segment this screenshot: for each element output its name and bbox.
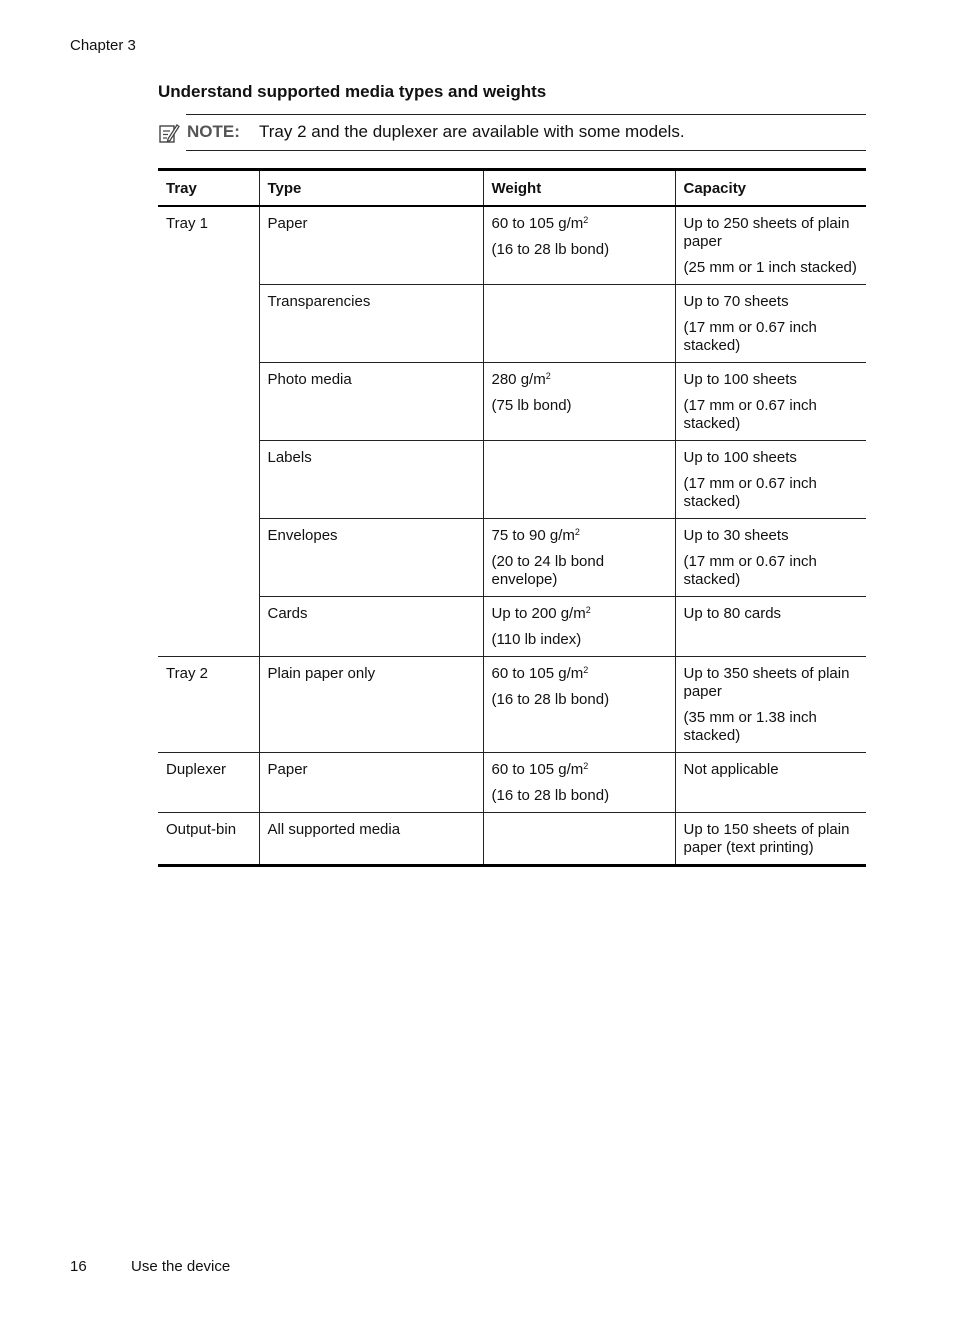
weight-superscript: 2 xyxy=(583,215,589,225)
note-rule-bottom xyxy=(186,150,866,151)
capacity-note: (17 mm or 0.67 inch stacked) xyxy=(683,553,817,588)
capacity-cell xyxy=(675,813,866,866)
table-row xyxy=(158,285,866,363)
weight-value: 75 to 90 g/m xyxy=(491,527,575,544)
media-table xyxy=(158,168,866,867)
capacity-note: (35 mm or 1.38 inch stacked) xyxy=(683,709,817,744)
capacity-cell xyxy=(675,206,866,285)
type-cell: Paper xyxy=(259,206,483,285)
table-row xyxy=(158,519,866,597)
capacity-cell xyxy=(675,363,866,441)
capacity-value: Up to 350 sheets of plain paper xyxy=(683,665,850,700)
table-row xyxy=(158,813,866,866)
capacity-cell xyxy=(675,657,866,753)
weight-note: (16 to 28 lb bond) xyxy=(491,691,610,708)
weight-cell xyxy=(483,441,675,519)
weight-cell xyxy=(483,657,675,753)
capacity-cell xyxy=(675,597,866,657)
table-row xyxy=(158,206,866,285)
weight-cell xyxy=(483,813,675,866)
capacity-value: Up to 150 sheets of plain paper (text printing) xyxy=(683,821,850,856)
weight-cell xyxy=(483,206,675,285)
weight-note: (110 lb index) xyxy=(491,631,582,648)
weight-cell xyxy=(483,597,675,657)
header-weight: Weight xyxy=(483,170,675,207)
capacity-note: (17 mm or 0.67 inch stacked) xyxy=(683,475,817,510)
capacity-cell xyxy=(675,285,866,363)
type-cell: Transparencies xyxy=(259,285,483,363)
note-rule-top xyxy=(186,114,866,115)
capacity-value: Up to 250 sheets of plain paper xyxy=(683,215,850,250)
table-row xyxy=(158,363,866,441)
section-heading: Understand supported media types and weights xyxy=(158,82,547,101)
weight-value: 280 g/m xyxy=(491,371,546,388)
table-row xyxy=(158,441,866,519)
weight-superscript: 2 xyxy=(545,371,551,381)
tray-cell: Output-bin xyxy=(158,813,259,866)
type-cell: Paper xyxy=(259,753,483,813)
type-cell: Cards xyxy=(259,597,483,657)
header-type: Type xyxy=(259,170,483,207)
weight-note: (75 lb bond) xyxy=(491,397,572,414)
weight-note: (16 to 28 lb bond) xyxy=(491,787,610,804)
capacity-cell xyxy=(675,441,866,519)
weight-superscript: 2 xyxy=(585,605,591,615)
weight-value: 60 to 105 g/m xyxy=(491,761,584,778)
tray-cell: Tray 1 xyxy=(158,206,259,657)
table-header-row xyxy=(158,170,866,207)
weight-cell xyxy=(483,363,675,441)
note-label: NOTE: xyxy=(187,122,240,141)
type-cell: Photo media xyxy=(259,363,483,441)
capacity-value: Not applicable xyxy=(683,761,779,778)
note-text: Tray 2 and the duplexer are available with some models. xyxy=(259,122,685,141)
capacity-cell xyxy=(675,753,866,813)
table-row xyxy=(158,657,866,753)
weight-note: (20 to 24 lb bond envelope) xyxy=(491,553,605,588)
capacity-note: (25 mm or 1 inch stacked) xyxy=(683,259,857,276)
tray-cell: Duplexer xyxy=(158,753,259,813)
page-number: 16 xyxy=(70,1258,87,1275)
weight-superscript: 2 xyxy=(574,527,580,537)
table-row xyxy=(158,753,866,813)
capacity-value: Up to 100 sheets xyxy=(683,449,797,466)
weight-value: 60 to 105 g/m xyxy=(491,665,584,682)
weight-superscript: 2 xyxy=(583,761,589,771)
weight-note: (16 to 28 lb bond) xyxy=(491,241,610,258)
weight-superscript: 2 xyxy=(583,665,589,675)
weight-value: Up to 200 g/m xyxy=(491,605,586,622)
weight-cell xyxy=(483,519,675,597)
type-cell: Envelopes xyxy=(259,519,483,597)
weight-cell xyxy=(483,753,675,813)
header-tray: Tray xyxy=(158,170,259,207)
capacity-value: Up to 70 sheets xyxy=(683,293,789,310)
capacity-value: Up to 100 sheets xyxy=(683,371,797,388)
header-capacity: Capacity xyxy=(675,170,866,207)
tray-cell: Tray 2 xyxy=(158,657,259,753)
footer-section-title: Use the device xyxy=(131,1258,231,1275)
type-cell: Plain paper only xyxy=(259,657,483,753)
capacity-value: Up to 30 sheets xyxy=(683,527,789,544)
capacity-cell xyxy=(675,519,866,597)
weight-cell xyxy=(483,285,675,363)
table-row xyxy=(158,597,866,657)
capacity-note: (17 mm or 0.67 inch stacked) xyxy=(683,397,817,432)
capacity-value: Up to 80 cards xyxy=(683,605,782,622)
note-pencil-icon xyxy=(158,122,180,144)
weight-value: 60 to 105 g/m xyxy=(491,215,584,232)
type-cell: All supported media xyxy=(259,813,483,866)
type-cell: Labels xyxy=(259,441,483,519)
chapter-label: Chapter 3 xyxy=(70,37,136,54)
capacity-note: (17 mm or 0.67 inch stacked) xyxy=(683,319,817,354)
note-box xyxy=(158,114,866,150)
